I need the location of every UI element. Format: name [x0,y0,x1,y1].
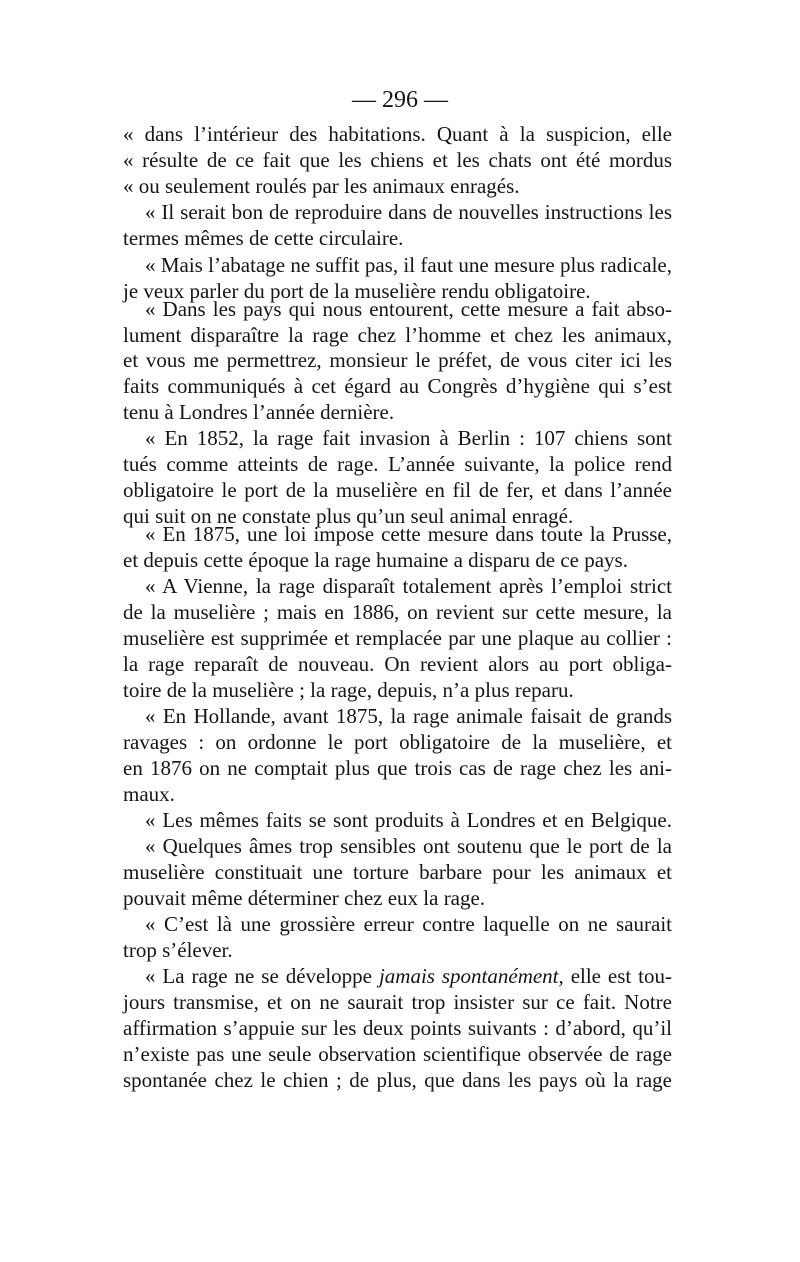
page-number: — 296 — [352,87,448,113]
text-line: et vous me permettrez, monsieur le préfet, de vous citer ici les [123,348,672,372]
text-line: tenu à Londres l’année dernière. [123,400,395,424]
text-line: trop s’élever. [123,938,233,962]
text-line: et depuis cette époque la rage humaine a disparu de ce pays. [123,548,628,572]
text-line: spontanée chez le chien ; de plus, que dans les pays où la rage [123,1068,672,1092]
text-line: muselière constituait une torture barbare pour les animaux et [123,860,672,884]
text-line: en 1876 on ne comptait plus que trois cas de rage chez les ani- [123,756,672,780]
text-line: « Les mêmes faits se sont produits à Londres et en Belgique. [145,808,672,832]
text-line: muselière est supprimée et remplacée par une plaque au collier : [123,626,672,650]
text-line-start: « La rage ne se développe [145,964,379,988]
text-line: « dans l’intérieur des habitations. Quant à la suspicion, elle [123,122,672,146]
text-line: affirmation s’appuie sur les deux points suivants : d’abord, qu’il [123,1016,672,1040]
text-line [145,963,672,989]
text-line: « ou seulement roulés par les animaux enragés. [123,174,520,198]
text-line: tués comme atteints de rage. L’année suivante, la police rend [123,452,672,476]
text-line: toire de la muselière ; la rage, depuis, n’a plus reparu. [123,678,574,702]
text-line: ravages : on ordonne le port obligatoire de la muselière, et [123,730,672,754]
text-line: « En 1852, la rage fait invasion à Berlin : 107 chiens sont [145,426,672,450]
text-line: faits communiqués à cet égard au Congrès d’hygiène qui s’est [123,374,672,398]
text-line: jours transmise, et on ne saurait trop insister sur ce fait. Notre [123,990,672,1014]
text-line: « résulte de ce fait que les chiens et les chats ont été mordus [123,148,672,172]
text-line: « C’est là une grossière erreur contre laquelle on ne saurait [145,912,672,936]
text-line: « En Hollande, avant 1875, la rage animale faisait de grands [145,704,672,728]
text-line: obligatoire le port de la muselière en fil de fer, et dans l’année [123,478,672,502]
text-line: « En 1875, une loi impose cette mesure dans toute la Prusse, [145,522,672,546]
italic-emphasis: jamais spontanément, [378,964,564,988]
text-line: lument disparaître la rage chez l’homme et chez les animaux, [123,323,672,347]
text-line: qui suit on ne constate plus qu’un seul animal enragé. [123,504,574,528]
text-line: « Mais l’abatage ne suffit pas, il faut une mesure plus radicale, [145,253,672,277]
text-line: pouvait même déterminer chez eux la rage. [123,886,486,910]
text-line: je veux parler du port de la muselière rendu obligatoire. [123,279,591,303]
text-line: « Il serait bon de reproduire dans de nouvelles instructions les [145,200,672,224]
text-line: « A Vienne, la rage disparaît totalement après l’emploi strict [145,574,672,598]
text-line: « Quelques âmes trop sensibles ont soutenu que le port de la [145,834,672,858]
text-line-end: elle est tou- [563,964,672,988]
text-line: n’existe pas une seule observation scientifique observée de rage [123,1042,672,1066]
text-line: la rage reparaît de nouveau. On revient alors au port obliga- [123,652,672,676]
text-line: de la muselière ; mais en 1886, on revient sur cette mesure, la [123,600,672,624]
text-line: « Dans les pays qui nous entourent, cette mesure a fait abso- [145,297,672,321]
text-line: termes mêmes de cette circulaire. [123,226,404,250]
text-line: maux. [123,782,175,806]
